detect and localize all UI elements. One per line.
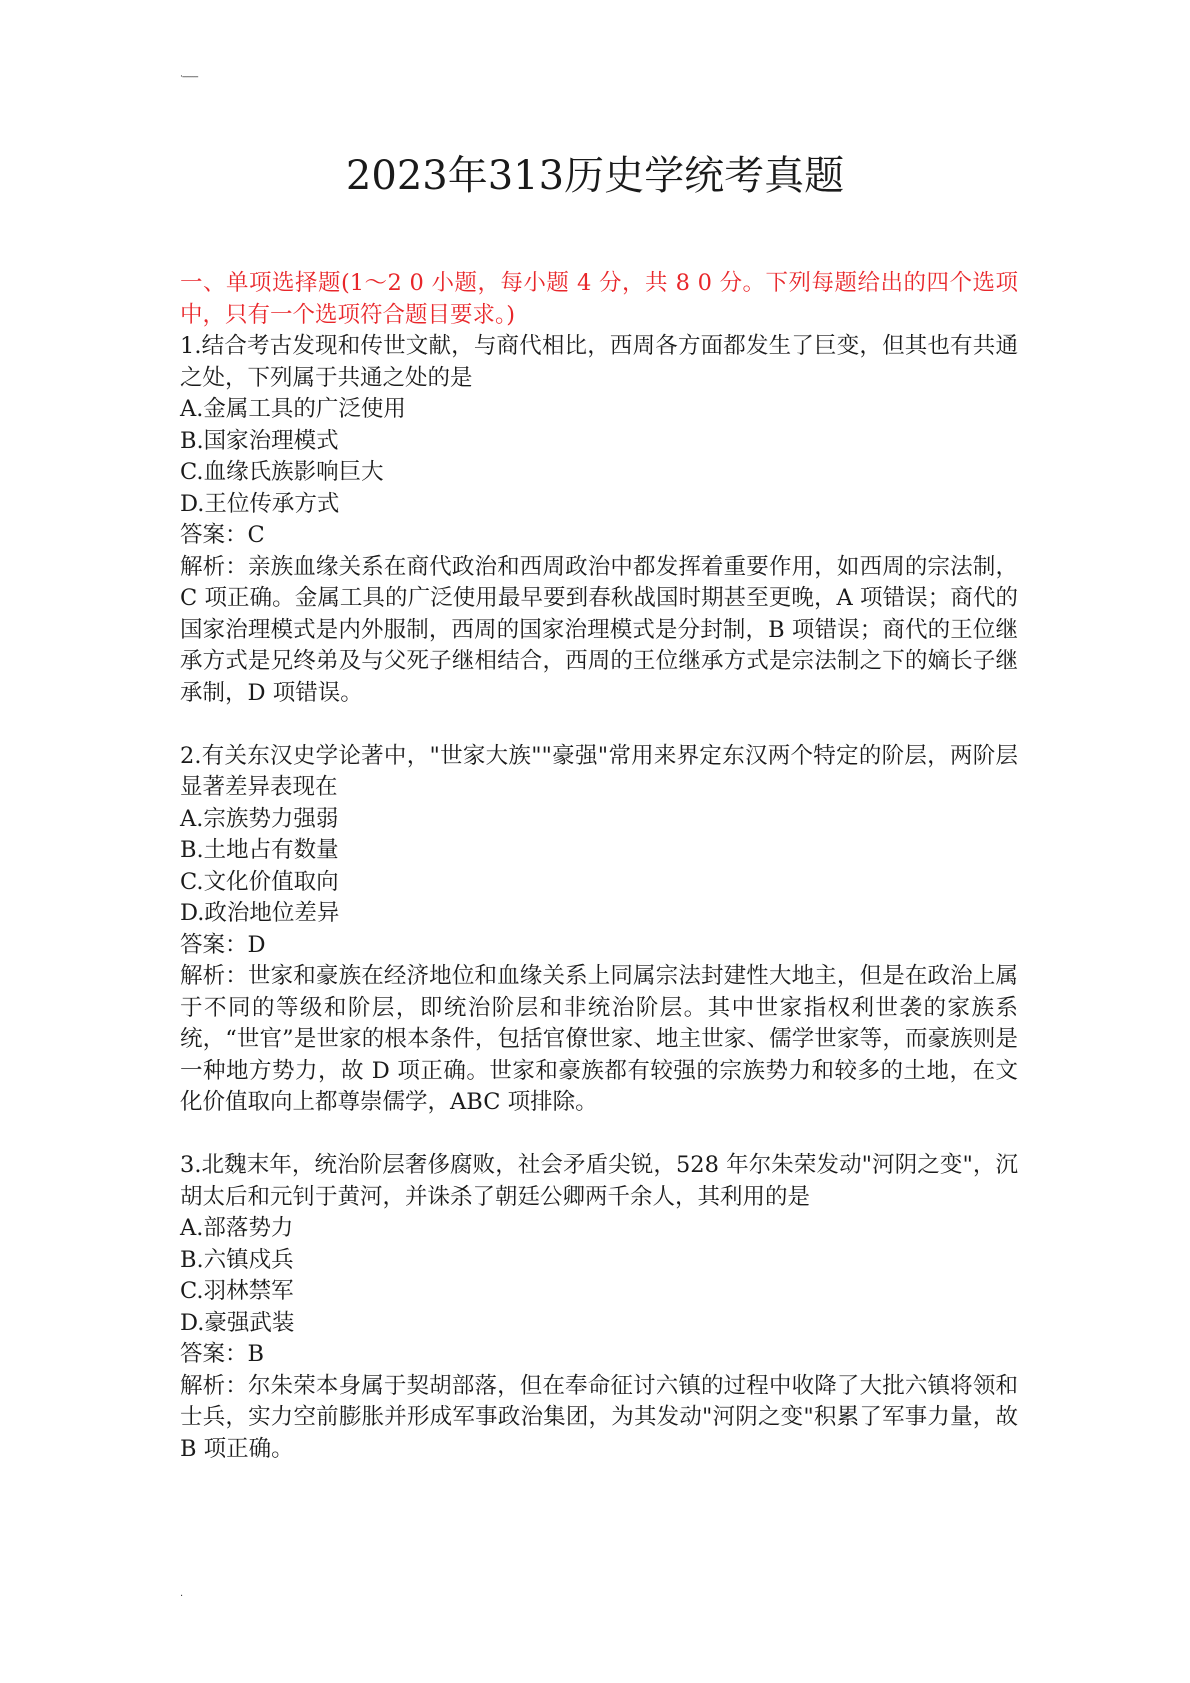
option-c: C.羽林禁军 [180, 1278, 294, 1304]
option-a: A.宗族势力强弱 [180, 805, 339, 832]
question-1 [180, 331, 1018, 709]
option-c: C.血缘氏族影响巨大 [180, 459, 384, 485]
option-d: D.王位传承方式 [180, 490, 340, 517]
question-stem: 2.有关东汉史学论著中，"世家大族""豪强"常用来界定东汉两个特定的阶层，两阶层显著差异表现在 [180, 742, 1018, 800]
question-stem: 3.北魏末年，统治阶层奢侈腐败，社会矛盾尖锐，528 年尔朱荣发动"河阴之变"，沉胡太后和元钊于黄河，并诛杀了朝廷公卿两千余人，其利用的是 [180, 1152, 1018, 1210]
footer-mark: . [180, 1588, 184, 1599]
option-c: C.文化价值取向 [180, 868, 339, 895]
page-title: 2023年313历史学统考真题 [345, 153, 845, 199]
option-b: B.六镇戍兵 [180, 1246, 294, 1273]
option-a: A.金属工具的广泛使用 [180, 396, 406, 422]
document-body [180, 268, 1018, 1465]
spacer [180, 1119, 1018, 1151]
option-b: B.土地占有数量 [180, 837, 339, 863]
answer: 答案：C [180, 522, 265, 548]
header-mark: ·------- [180, 72, 198, 82]
answer: 答案：B [180, 1341, 265, 1367]
section-heading: 一、单项选择题(1～2 0 小题，每小题 4 分，共 8 0 分。下列每题给出的四个选项中，只有一个选项符合题目要求。) [180, 270, 1018, 328]
option-a: A.部落势力 [180, 1215, 294, 1241]
answer: 答案：D [180, 931, 266, 958]
analysis: 解析：亲族血缘关系在商代政治和西周政治中都发挥着重要作用，如西周的宗法制，C 项正确。金属工具的广泛使用最早要到春秋战国时期甚至更晚，A 项错误；商代的国家治理模式是内外服制，西周的国家治理模式是分封制，B 项错误；商代的王位继承方式是兄终弟及与父死子继相结合，西周的王位继承方式是宗法制之下的嫡长子继承制，D 项错误。 [180, 553, 1018, 706]
spacer [180, 709, 1018, 741]
option-d: D.政治地位差异 [180, 900, 340, 926]
question-2 [180, 741, 1018, 1119]
question-stem: 1.结合考古发现和传世文献，与商代相比，西周各方面都发生了巨变，但其也有共通之处，下列属于共通之处的是 [180, 333, 1018, 391]
analysis: 解析：尔朱荣本身属于契胡部落，但在奉命征讨六镇的过程中收降了大批六镇将领和士兵，实力空前膨胀并形成军事政治集团，为其发动"河阴之变"积累了军事力量，故 B 项正确。 [180, 1372, 1018, 1462]
option-b: B.国家治理模式 [180, 427, 339, 454]
question-3 [180, 1150, 1018, 1465]
analysis: 解析：世家和豪族在经济地位和血缘关系上同属宗法封建性大地主，但是在政治上属于不同的等级和阶层，即统治阶层和非统治阶层。其中世家指权利世袭的家族系统，“世官”是世家的根本条件，包括官僚世家、地主世家、儒学世家等，而豪族则是一种地方势力，故 D 项正确。世家和豪族都有较强的宗族势力和较多的土地，在文化价值取向上都尊崇儒学，ABC 项排除。 [180, 963, 1018, 1115]
option-d: D.豪强武装 [180, 1309, 295, 1336]
